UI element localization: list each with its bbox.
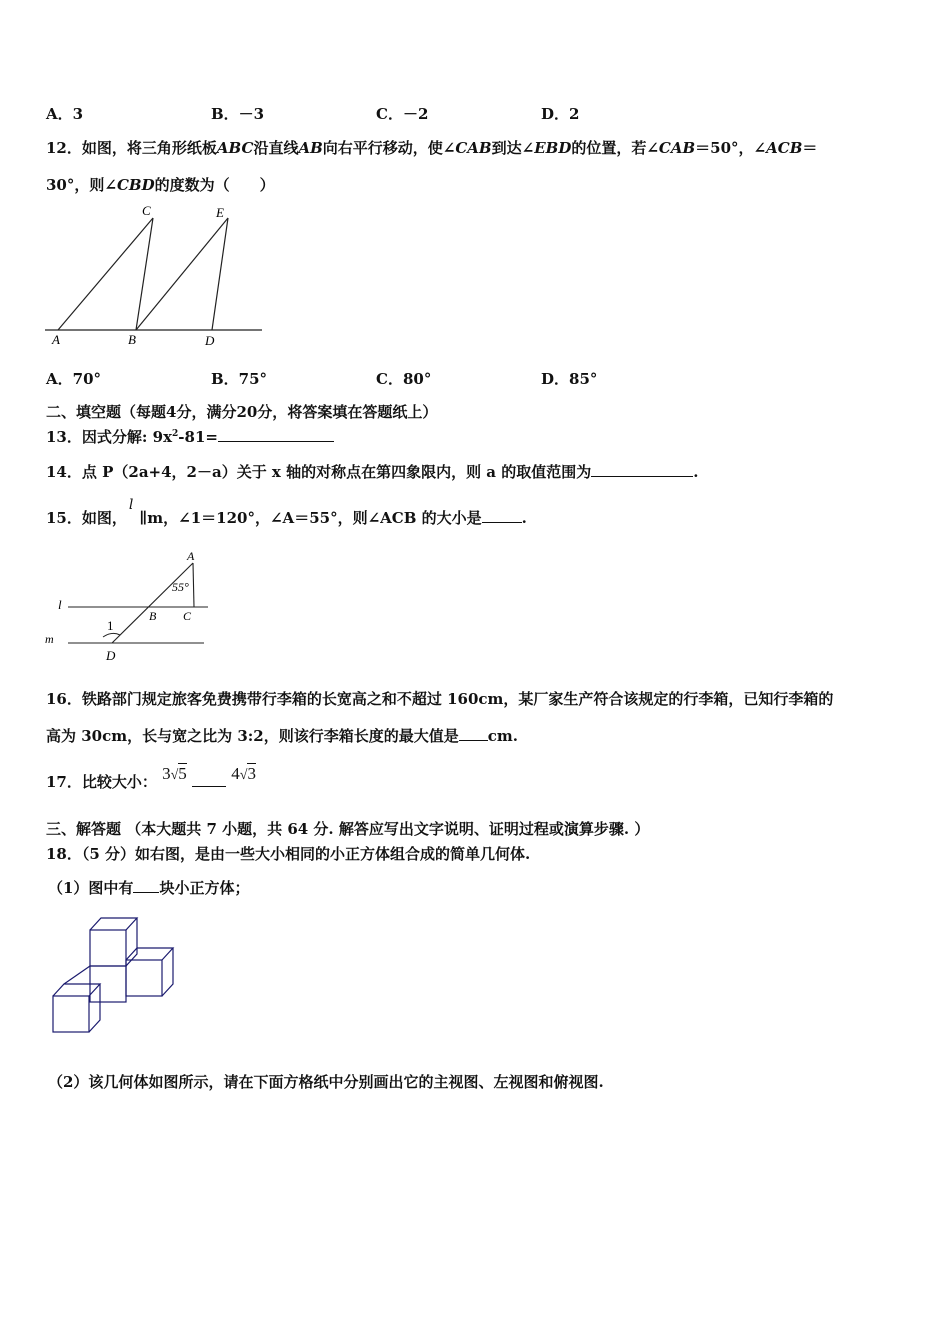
q13 [46,426,334,447]
section-3-title: 三、解答题 （本大题共 7 小题，共 64 分. 解答应写出文字说明、证明过程或演算步骤. ） [46,820,650,838]
q12-line1 [46,137,817,158]
q12-option-c: C．80° [376,370,432,388]
q15-label-b: B [149,609,157,623]
q17-expr-a [162,764,187,783]
q15-label-55: 55° [172,580,189,594]
q16-line1: 16．铁路部门规定旅客免费携带行李箱的长宽高之和不超过 160cm，某厂家生产符合该规定的行李箱，已知行李箱的 [46,690,834,708]
q12-ebd: EBD [534,139,572,157]
q18-answer-blank[interactable] [133,878,159,893]
q15-text: . [521,509,527,527]
q12-text: ＝50°，∠ [695,139,767,157]
q17-a-radicand: 5 [178,764,187,783]
q17-b-radicand: 3 [247,764,256,783]
q12-label-a: A [52,332,60,347]
q12-triangle-figure [40,200,270,350]
q12-text: 的位置，若∠ [571,139,659,157]
q11-option-a: A．3 [46,105,84,123]
q12-text: 沿直线 [253,139,299,157]
q15-label-l: l [58,597,62,612]
q16-answer-blank[interactable] [459,726,488,741]
q15-label-a: A [187,549,195,563]
q18-text: 块小正方体； [159,879,250,897]
section-2-title: 二、填空题（每题4分，满分20分，将答案填在答题纸上） [46,403,438,421]
q12-label-c: C [142,203,151,218]
q12-option-d: D．85° [541,370,598,388]
q11-option-b: B．－3 [211,105,265,123]
sqrt-icon: √ [170,768,179,783]
q13-text: 13．因式分解: 9x [46,428,173,446]
q16-line2 [46,725,518,746]
q15-label-m: m [45,632,54,646]
q12-text: 12．如图，将三角形纸板 [46,139,217,157]
q18-intro: 18．（5 分）如右图，是由一些大小相同的小正方体组合成的简单几何体. [46,845,531,863]
q11-option-c: C．－2 [376,105,429,123]
q16-text: cm. [487,727,518,745]
q15-l-symbol: l [128,497,134,513]
q17-expr-b [231,764,256,783]
q14-text: . [693,463,699,481]
q14 [46,461,698,482]
q13-exponent: 2 [172,429,179,439]
q12-option-b: B．75° [211,370,268,388]
q18-cubes-figure [45,910,180,1038]
q12-text: ＝ [802,139,818,157]
q12-cab: CAB [455,139,492,157]
q15-label-1: 1 [107,618,114,633]
q18-part1 [48,877,249,898]
q12-text: 30°，则∠ [46,176,117,194]
q12-line2 [46,174,275,195]
q11-option-d: D．2 [541,105,580,123]
q15 [46,497,527,528]
q15-text: 15．如图， [46,509,127,527]
q17-text: 17．比较大小： [46,773,157,791]
q15-text: ∥m，∠1＝120°，∠A＝55°，则∠ACB 的大小是 [139,509,482,527]
q17-b-coef: 4 [231,764,240,783]
q13-answer-blank[interactable] [218,427,334,442]
q12-label-e: E [216,205,224,220]
q12-text: 到达∠ [491,139,535,157]
q12-label-d: D [205,333,215,348]
q13-text: -81= [178,428,218,446]
q12-text: 的度数为（ ） [154,176,275,194]
q12-cbd: CBD [116,176,155,194]
q12-cab: CAB [658,139,696,157]
q12-acb: ACB [766,139,803,157]
q18-text: （1）图中有 [48,879,134,897]
q14-text: 14．点 P（2a+4，2－a）关于 x 轴的对称点在第四象限内，则 a 的取值范围为 [46,463,592,481]
q12-ab: AB [298,139,323,157]
q17-a-coef: 3 [162,764,171,783]
q16-text: 高为 30cm，长与宽之比为 3:2，则该行李箱长度的最大值是 [46,727,459,745]
q12-text: 向右平行移动，使∠ [322,139,456,157]
q15-parallel-lines-figure [40,545,220,667]
q18-part2: （2）该几何体如图所示，请在下面方格纸中分别画出它的主视图、左视图和俯视图. [48,1073,604,1091]
q12-option-a: A．70° [46,370,102,388]
q12-label-b: B [128,332,136,347]
sqrt-icon: √ [239,768,248,783]
q15-answer-blank[interactable] [482,508,522,523]
q17 [46,764,256,791]
q15-label-c: C [183,609,192,623]
q17-answer-blank[interactable] [192,772,226,787]
q15-label-d: D [106,648,116,663]
q14-answer-blank[interactable] [591,462,693,477]
q12-abc: ABC [216,139,254,157]
